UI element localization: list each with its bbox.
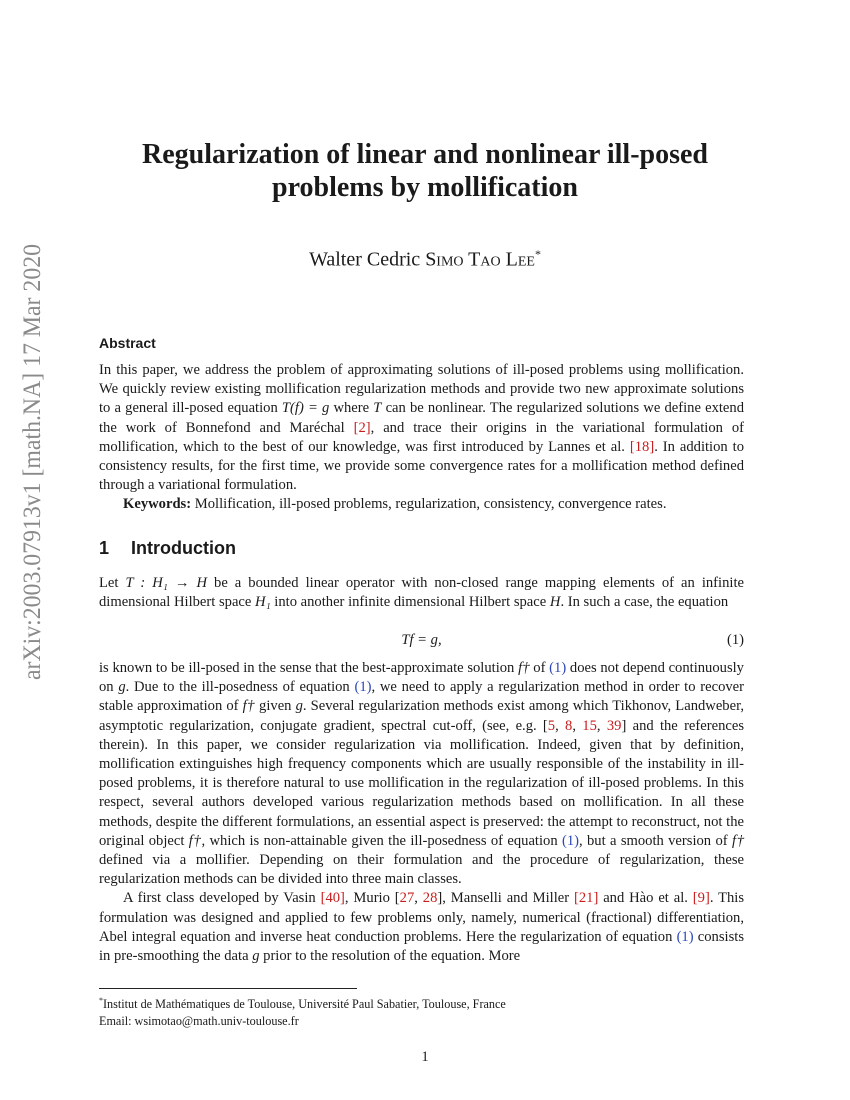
display-equation-1 [99, 632, 744, 652]
citation-link[interactable]: [9] [692, 890, 710, 907]
citation-link[interactable]: 27 [399, 890, 415, 907]
citation-link[interactable]: [40] [320, 890, 345, 907]
citation-link[interactable]: 8 [565, 717, 573, 734]
keywords-line [99, 495, 744, 514]
section-title: Introduction [131, 538, 236, 558]
paper-title-line-1: Regularization of linear and nonlinear ill-posed [141, 139, 708, 170]
citation-link[interactable]: [2] [353, 419, 371, 436]
arxiv-identifier-text: arXiv:2003.07913v1 [math.NA] 17 Mar 2020 [19, 240, 46, 680]
author-family-name: Simo Tao Lee [425, 248, 535, 271]
footnote-affiliation: *Institut de Mathématiques de Toulouse, Université Paul Sabatier, Toulouse, France [99, 996, 506, 1012]
arxiv-identifier-stamp [8, 240, 52, 680]
equation-link[interactable]: (1) [676, 928, 694, 945]
keywords-list: Mollification, ill-posed problems, regularization, consistency, convergence rates. [191, 496, 667, 513]
equation-link[interactable]: (1) [354, 679, 372, 696]
intro-paragraph-1a: Let T : H₁ → H be a bounded linear operator with non-closed range mapping elements of an infinite dimensional Hilbert space H₁ into another infinite dimensional Hilbert space H. In such a case, the equation [99, 575, 744, 611]
paper-title [90, 138, 760, 204]
intro-paragraph-1b: is known to be ill-posed in the sense that the best-approximate solution f† of (1) does not depend continuously on g. Due to the ill-posedness of equation (1), we need to apply a regularization method in order to recover stable approximation of f† given g. Several regularization methods exist among which Tikhonov, Landweber, asymptotic regularization, conjugate gradient, spectral cut-off, (see, e.g. [5, 8, 15, 39] and the references therein). In this paper, we consider regularization via mollification. Indeed, given that by definition, mollification extinguishes high frequency components which are usually responsible of the instability in ill-posed problems, it is therefore natural to use mollification in the regularization of ill-posed problems. In this respect, several authors developed various regularization methods based on mollification. In all these methods, despite the different formulations, an essential aspect is preserved: the attempt to reconstruct, not the original object f†, which is non-attainable given the ill-posedness of equation (1), but a smooth version of f† defined via a mollifier. Depending on their formulation and the procedure of regularization, these regularization methods can be divided into three main classes. [99, 660, 745, 888]
section-number: 1 [99, 538, 110, 558]
intro-body [99, 659, 744, 966]
footnote-divider [99, 988, 357, 989]
intro-paragraph-2: A first class developed by Vasin [40], Murio [27, 28], Manselli and Miller [21] and Hào et al. [9]. This formulation was designed and applied to few problems only, namely, numerical (fractional) differentiation, Abel integral equation and inverse heat conduction problems. Here the regularization of equation (1) consists in pre-smoothing the data g prior to the resolution of the equation. More [99, 890, 745, 965]
abstract-paragraph: In this paper, we address the problem of approximating solutions of ill-posed problems using mollification. We quickly review existing mollification regularization methods and provide two new approximate solutions to a general ill-posed equation T(f) = g where T can be nonlinear. The regularized solutions we define extend the work of Bonnefond and Maréchal [2], and trace their origins in the variational formulation of mollification, which to the best of our knowledge, was first introduced by Lannes et al. [18]. In addition to consistency results, for the first time, we provide some convergence rates for a mollification method defined through a variational formulation. [99, 362, 744, 494]
equation-link[interactable]: (1) [561, 832, 580, 849]
equation-link[interactable]: (1) [549, 660, 567, 676]
author-given-name: Walter Cedric [309, 248, 426, 271]
citation-link[interactable]: 39 [606, 717, 622, 734]
citation-link[interactable]: 5 [547, 717, 556, 734]
citation-link[interactable]: [21] [574, 890, 599, 907]
equation-number: (1) [726, 632, 744, 648]
footnote [99, 992, 744, 1030]
section-heading-introduction [99, 538, 236, 559]
citation-link[interactable]: 15 [582, 717, 597, 734]
page-number: 1 [421, 1049, 429, 1065]
abstract-body [99, 361, 744, 515]
equation-body: Tf = g, [401, 632, 442, 648]
keywords-label: Keywords: [123, 496, 192, 513]
citation-link[interactable]: 28 [422, 890, 438, 907]
footnote-email: Email: wsimotao@math.univ-toulouse.fr [99, 1014, 299, 1029]
author-footnote-mark: * [534, 247, 541, 261]
author-line [90, 247, 760, 272]
citation-link[interactable]: [18] [629, 438, 655, 455]
paper-title-line-2: problems by mollification [272, 172, 578, 203]
abstract-heading: Abstract [99, 335, 156, 351]
